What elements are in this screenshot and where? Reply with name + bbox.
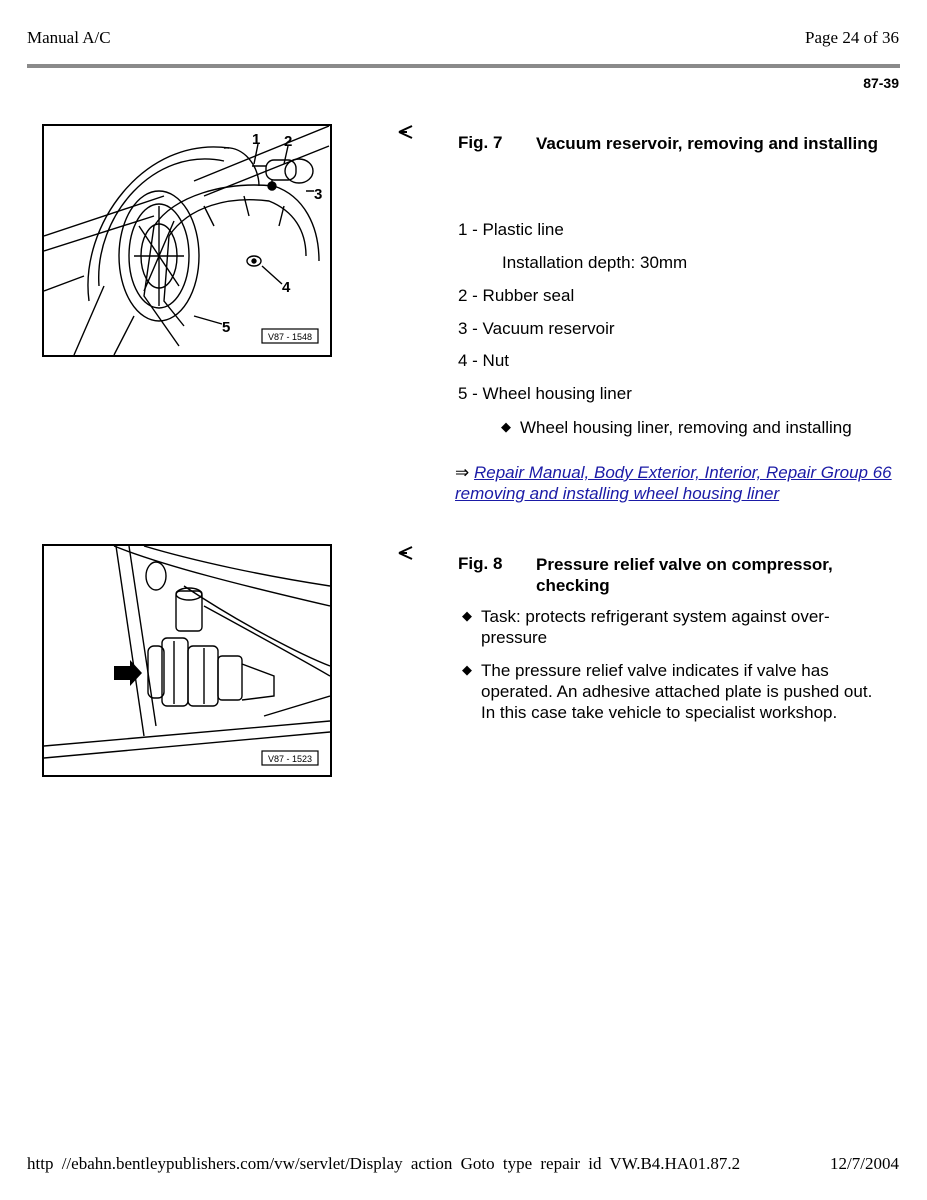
document-title: Manual A/C	[27, 28, 111, 47]
fig8-number: Fig. 8	[458, 554, 503, 573]
fig7-item-4: 4 - Nut	[458, 351, 510, 370]
fig7-number: Fig. 7	[458, 133, 503, 152]
fig8-bullet-2: The pressure relief valve indicates if valve has operated. An adhesive attached plate is pushed out. In this case take vehicle to specialist workshop.	[481, 661, 873, 722]
xref-arrow-icon: ⇒	[455, 463, 470, 482]
callout-3: 3	[314, 186, 323, 203]
bullet-diamond-icon: ◆	[462, 662, 472, 677]
fig7-item-3: 3 - Vacuum reservoir	[458, 319, 615, 338]
compressor-valve-drawing	[44, 546, 330, 775]
callout-1: 1	[252, 131, 261, 148]
fig8-bullet-1: Task: protects refrigerant system against over-pressure	[481, 607, 830, 647]
fig8-title: Pressure relief valve on compressor, checking	[536, 555, 833, 595]
callout-5: 5	[222, 319, 231, 336]
fig7-illustration	[42, 124, 332, 357]
fig7-item-1: 1 - Plastic line	[458, 220, 564, 239]
bullet-diamond-icon: ◆	[501, 419, 511, 434]
page-number: Page 24 of 36	[805, 28, 899, 47]
fig7-bullet-text: Wheel housing liner, removing and installing	[520, 418, 852, 437]
bullet-diamond-icon: ◆	[462, 608, 472, 623]
fig7-title: Vacuum reservoir, removing and installing	[536, 134, 879, 153]
fig7-item-2: 2 - Rubber seal	[458, 286, 575, 305]
wheel-housing-drawing	[44, 126, 330, 355]
fig8-image-code: V87 - 1523	[267, 754, 313, 764]
callout-4: 4	[282, 279, 291, 296]
fig7-pointer-icon	[398, 124, 414, 143]
fig7-item-5: 5 - Wheel housing liner	[458, 384, 632, 403]
fig7-cross-reference	[455, 462, 900, 504]
footer-url: http //ebahn.bentleypublishers.com/vw/servlet/Display action Goto type repair id VW.B4.HA01.87.2	[27, 1154, 741, 1173]
footer-date: 12/7/2004	[830, 1154, 899, 1173]
header-divider	[27, 64, 900, 68]
callout-2: 2	[284, 133, 293, 150]
fig8-pointer-icon	[398, 545, 414, 564]
section-code: 87-39	[863, 75, 899, 91]
fig7-item-1-note: Installation depth: 30mm	[502, 253, 688, 272]
fig8-illustration	[42, 544, 332, 777]
xref-link[interactable]: Repair Manual, Body Exterior, Interior, Repair Group 66 removing and installing wheel housing liner	[455, 463, 892, 503]
fig7-image-code: V87 - 1548	[267, 332, 313, 342]
